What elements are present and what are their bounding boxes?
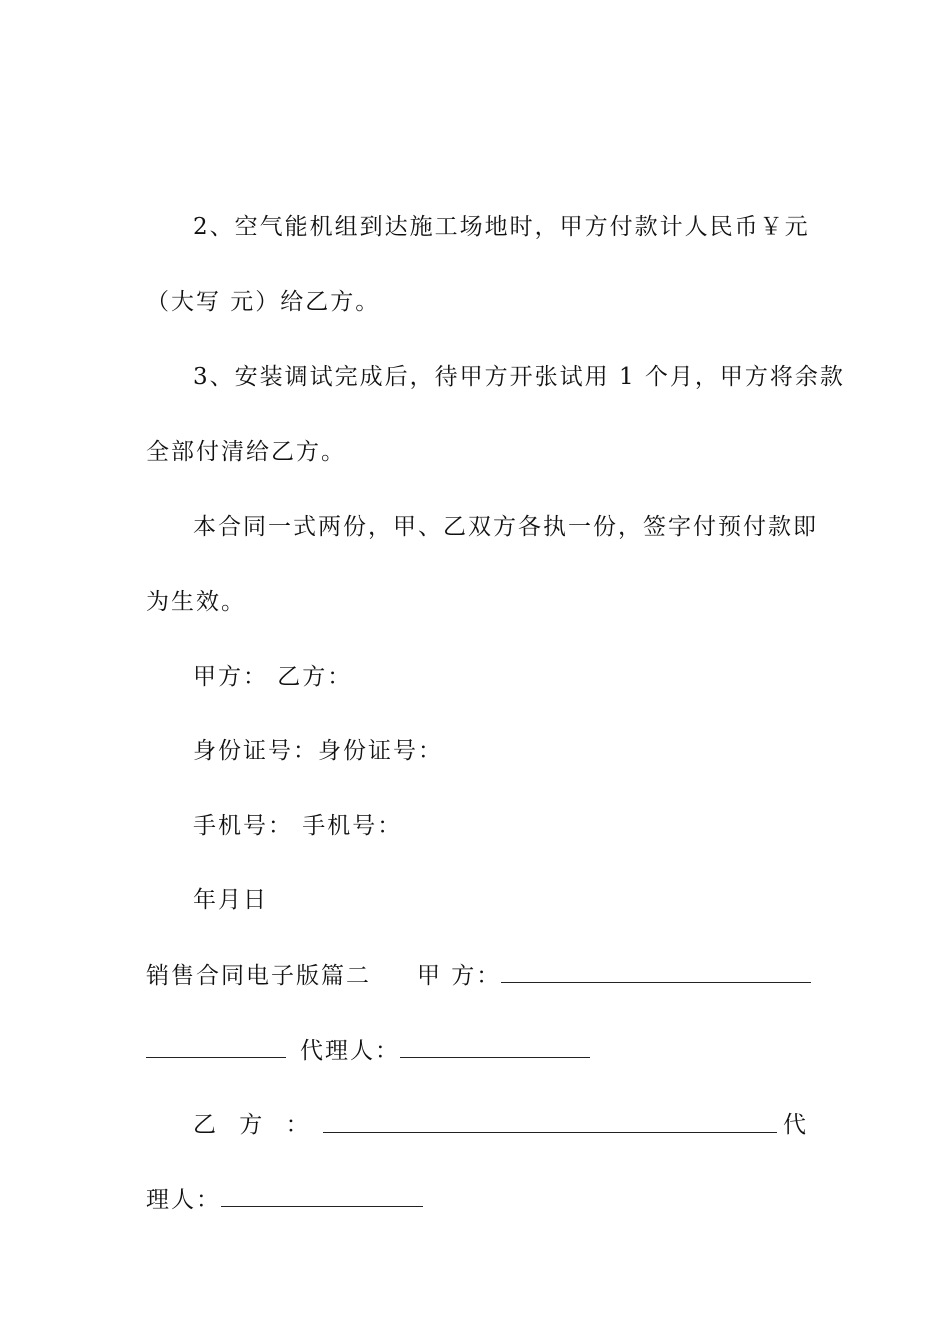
agent2-line: [146, 1184, 806, 1214]
agent2-blank[interactable]: [221, 1184, 423, 1207]
agent2-label-start: 代: [783, 1112, 806, 1138]
party-a-label: 甲 方：: [417, 963, 502, 989]
signature-date: 年月日: [193, 887, 268, 913]
signature-id-numbers: 身份证号：身份证号：: [193, 738, 443, 764]
agent2-label-end: 理人：: [146, 1187, 221, 1213]
section2-header-line: [146, 960, 806, 990]
party-b-blank[interactable]: [323, 1110, 777, 1133]
signature-phones: 手机号： 手机号：: [193, 813, 403, 839]
agent-label: 代理人：: [300, 1038, 400, 1064]
agent-line: [146, 1035, 806, 1065]
paragraph-payment-2-line2: （大写 元）给乙方。: [146, 289, 381, 315]
party-b-label: 乙 方 ：: [193, 1112, 317, 1138]
signature-parties: 甲方： 乙方：: [193, 664, 353, 690]
paragraph-payment-2-line1: 2、空气能机组到达施工场地时，甲方付款计人民币￥元: [193, 214, 810, 240]
party-a-blank[interactable]: [501, 960, 811, 983]
section2-title: 销售合同电子版篇二: [146, 963, 371, 989]
paragraph-payment-3-line1: 3、安装调试完成后，待甲方开张试用 1 个月，甲方将余款: [193, 364, 845, 390]
paragraph-payment-3-line2: 全部付清给乙方。: [146, 439, 346, 465]
agent-blank[interactable]: [400, 1035, 590, 1058]
party-a-blank-continued[interactable]: [146, 1035, 286, 1058]
paragraph-copies-line2: 为生效。: [146, 589, 246, 615]
paragraph-copies-line1: 本合同一式两份，甲、乙双方各执一份，签字付预付款即: [193, 514, 818, 540]
party-b-line: [193, 1110, 806, 1140]
